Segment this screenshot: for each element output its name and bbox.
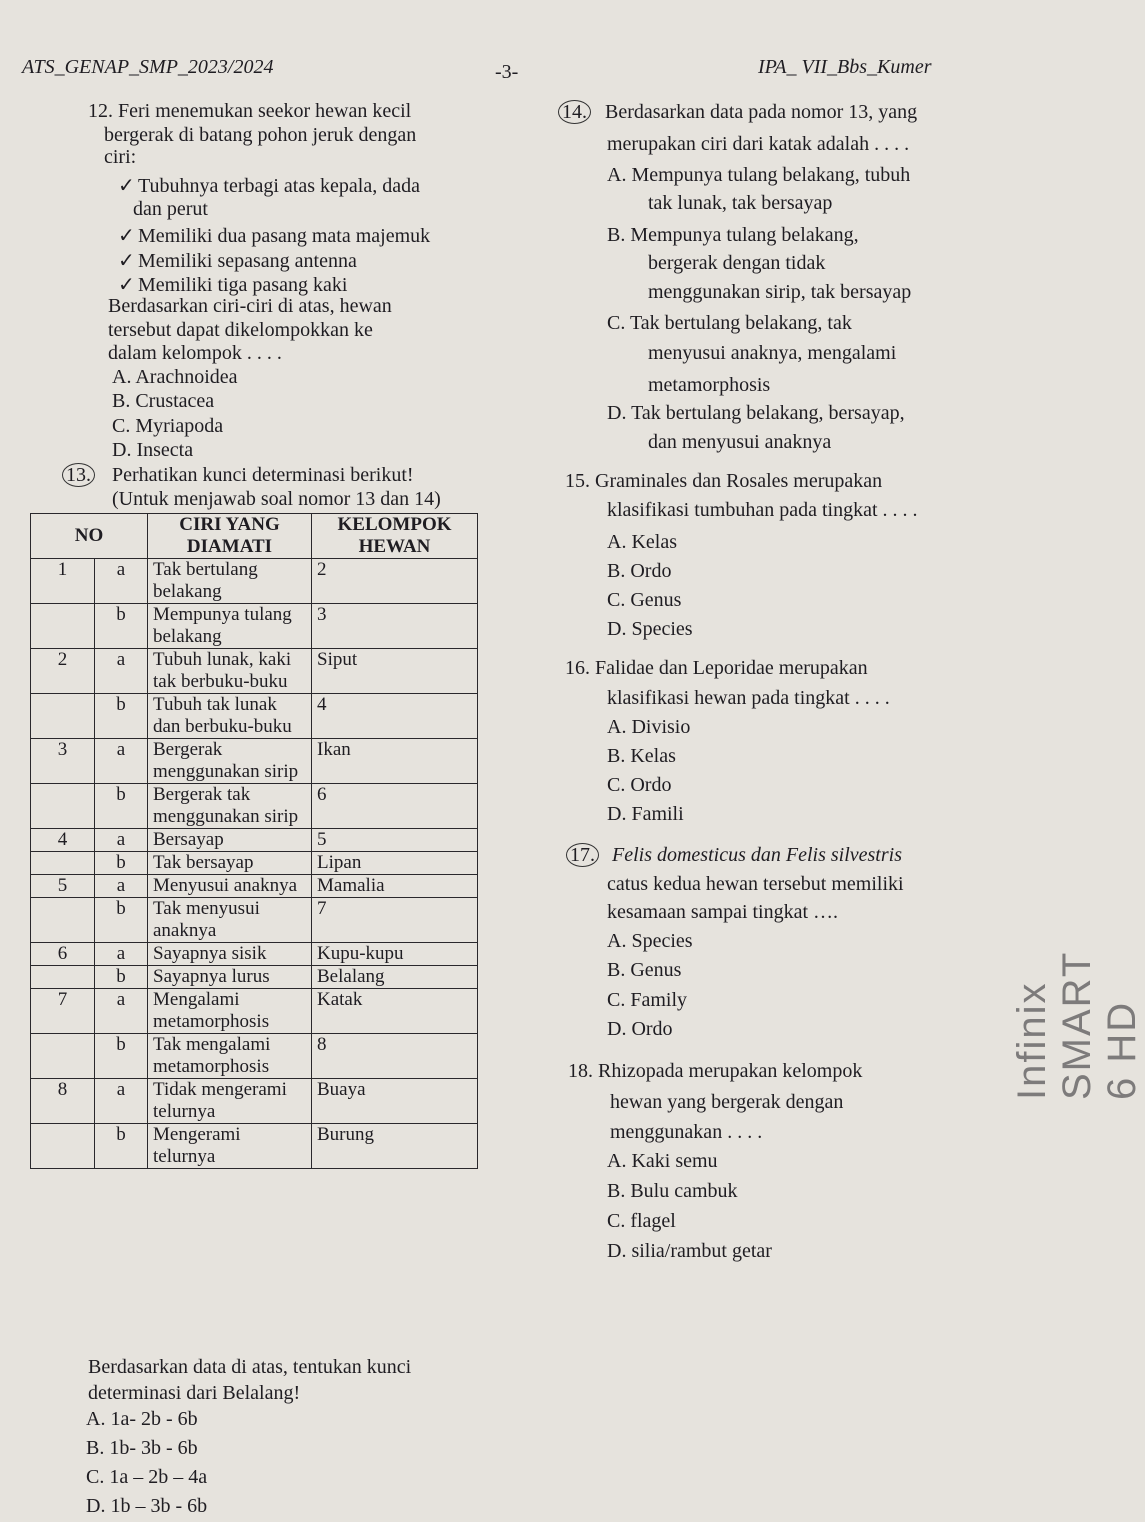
row-code: b	[95, 966, 148, 989]
q14-option-c-1: C. Tak bertulang belakang, tak	[607, 312, 852, 334]
table-row	[31, 943, 532, 966]
q12-trait-3: Memiliki sepasang antenna	[138, 250, 357, 272]
q12-stem-1: Berdasarkan ciri-ciri di atas, hewan	[108, 295, 392, 317]
row-number	[31, 1034, 95, 1079]
q12-stem-2: tersebut dapat dikelompokkan ke	[108, 319, 373, 341]
row-number	[31, 694, 95, 739]
table-row	[31, 875, 532, 898]
check-icon: ✓	[118, 250, 135, 272]
row-ciri: Tak menyusui anaknya	[148, 898, 312, 943]
q12-option-d: D. Insecta	[112, 439, 194, 461]
row-ciri: Bergerak tak menggunakan sirip	[148, 784, 312, 829]
row-kelompok: 4	[312, 694, 478, 739]
table-row	[31, 989, 532, 1034]
row-kelompok: Belalang	[312, 966, 478, 989]
table-row	[31, 898, 532, 943]
row-code: a	[95, 943, 148, 966]
row-code: a	[95, 989, 148, 1034]
q16-option-b: B. Kelas	[607, 745, 676, 767]
row-kelompok: 3	[312, 604, 478, 649]
row-code: a	[95, 875, 148, 898]
q15-line-1: 15. Graminales dan Rosales merupakan	[565, 470, 883, 492]
row-number: 6	[31, 943, 95, 966]
q14-option-b-1: B. Mempunya tulang belakang,	[607, 224, 859, 246]
table-row	[31, 1124, 532, 1169]
row-code: b	[95, 1124, 148, 1169]
row-ciri: Bergerak menggunakan sirip	[148, 739, 312, 784]
q17-line-3: kesamaan sampai tingkat ….	[607, 901, 839, 923]
row-number: 1	[31, 559, 95, 604]
row-kelompok: 5	[312, 829, 478, 852]
q17-option-b: B. Genus	[607, 959, 682, 981]
q12-line-3: ciri:	[104, 146, 137, 168]
row-code: a	[95, 739, 148, 784]
row-number	[31, 604, 95, 649]
row-code: a	[95, 1079, 148, 1124]
row-ciri: Tak bertulang belakang	[148, 559, 312, 604]
q13-option-c: C. 1a – 2b – 4a	[86, 1466, 208, 1488]
row-number	[31, 852, 95, 875]
row-number	[31, 1124, 95, 1169]
row-kelompok: 2	[312, 559, 478, 604]
exam-code: ATS_GENAP_SMP_2023/2024	[22, 56, 274, 78]
row-code: a	[95, 829, 148, 852]
q14-option-a-1: A. Mempunya tulang belakang, tubuh	[607, 164, 911, 186]
q17-line-2: catus kedua hewan tersebut memiliki	[607, 873, 904, 895]
row-kelompok: Lipan	[312, 852, 478, 875]
row-kelompok: Mamalia	[312, 875, 478, 898]
row-number: 3	[31, 739, 95, 784]
row-code: b	[95, 1034, 148, 1079]
q14-option-a-2: tak lunak, tak bersayap	[648, 192, 833, 214]
row-kelompok: Katak	[312, 989, 478, 1034]
q15-option-a: A. Kelas	[607, 531, 677, 553]
q14-line-2: merupakan ciri dari katak adalah . . . .	[607, 133, 910, 155]
row-code: b	[95, 604, 148, 649]
q18-line-1: 18. Rhizopada merupakan kelompok	[568, 1060, 863, 1082]
q13-line-2: (Untuk menjawab soal nomor 13 dan 14)	[112, 488, 441, 510]
q17-line-1: Felis domesticus dan Felis silvestris	[612, 844, 902, 866]
camera-watermark: Infinix SMART 6 HD	[1010, 951, 1144, 1100]
row-kelompok: 6	[312, 784, 478, 829]
q12-line-2: bergerak di batang pohon jeruk dengan	[104, 124, 417, 146]
row-ciri: Tubuh tak lunak dan berbuku-buku	[148, 694, 312, 739]
row-number	[31, 784, 95, 829]
q12-option-c: C. Myriapoda	[112, 415, 224, 437]
q18-option-a: A. Kaki semu	[607, 1150, 718, 1172]
row-number	[31, 966, 95, 989]
q12-line-1: 12. Feri menemukan seekor hewan kecil	[88, 100, 412, 122]
q16-option-c: C. Ordo	[607, 774, 672, 796]
row-kelompok: Buaya	[312, 1079, 478, 1124]
row-kelompok: Burung	[312, 1124, 478, 1169]
table-header-row	[31, 514, 532, 559]
table-row	[31, 966, 532, 989]
q14-option-c-3: metamorphosis	[648, 374, 771, 396]
q18-line-2: hewan yang bergerak dengan	[610, 1091, 844, 1113]
q14-option-d-1: D. Tak bertulang belakang, bersayap,	[607, 402, 905, 424]
q16-option-a: A. Divisio	[607, 716, 691, 738]
q15-option-d: D. Species	[607, 618, 693, 640]
subject-code: IPA_ VII_Bbs_Kumer	[758, 56, 932, 78]
q17-option-d: D. Ordo	[607, 1018, 673, 1040]
row-ciri: Tak bersayap	[148, 852, 312, 875]
q16-line-1: 16. Falidae dan Leporidae merupakan	[565, 657, 868, 679]
q18-option-c: C. flagel	[607, 1210, 676, 1232]
row-number: 4	[31, 829, 95, 852]
q12-trait-2: Memiliki dua pasang mata majemuk	[138, 225, 431, 247]
check-icon: ✓	[118, 175, 135, 197]
row-ciri: Tidak mengerami telurnya	[148, 1079, 312, 1124]
q18-line-3: menggunakan . . . .	[610, 1121, 763, 1143]
row-kelompok: Siput	[312, 649, 478, 694]
row-kelompok: 7	[312, 898, 478, 943]
table-row	[31, 784, 532, 829]
determination-key-table	[30, 513, 532, 1169]
row-ciri: Mempunya tulang belakang	[148, 604, 312, 649]
row-ciri: Sayapnya lurus	[148, 966, 312, 989]
q14-option-c-2: menyusui anaknya, mengalami	[648, 342, 897, 364]
q16-line-2: klasifikasi hewan pada tingkat . . . .	[607, 687, 890, 709]
row-code: b	[95, 898, 148, 943]
row-ciri: Bersayap	[148, 829, 312, 852]
header-ciri: CIRI YANG DIAMATI	[148, 514, 312, 559]
q13-after-2: determinasi dari Belalang!	[88, 1382, 301, 1404]
row-code: a	[95, 649, 148, 694]
q14-line-1: Berdasarkan data pada nomor 13, yang	[605, 101, 918, 123]
row-code: b	[95, 694, 148, 739]
table-row	[31, 559, 532, 604]
q17-number: 17.	[566, 845, 599, 865]
q18-option-b: B. Bulu cambuk	[607, 1180, 738, 1202]
row-number: 2	[31, 649, 95, 694]
table-row	[31, 1034, 532, 1079]
table-row	[31, 604, 532, 649]
row-number	[31, 898, 95, 943]
row-number: 5	[31, 875, 95, 898]
q14-option-b-3: menggunakan sirip, tak bersayap	[648, 281, 912, 303]
q13-after-1: Berdasarkan data di atas, tentukan kunci	[88, 1356, 412, 1378]
row-number: 7	[31, 989, 95, 1034]
q17-option-c: C. Family	[607, 989, 688, 1011]
table-row	[31, 829, 532, 852]
row-ciri: Tak mengalami metamorphosis	[148, 1034, 312, 1079]
row-ciri: Tubuh lunak, kaki tak berbuku-buku	[148, 649, 312, 694]
q12-trait-4: Memiliki tiga pasang kaki	[138, 274, 348, 296]
table-row	[31, 694, 532, 739]
q15-option-b: B. Ordo	[607, 560, 672, 582]
check-icon: ✓	[118, 225, 135, 247]
header-no: NO	[31, 514, 148, 559]
q17-option-a: A. Species	[607, 930, 693, 952]
q12-option-a: A. Arachnoidea	[112, 366, 238, 388]
row-code: b	[95, 784, 148, 829]
row-ciri: Mengerami telurnya	[148, 1124, 312, 1169]
q12-trait-1: Tubuhnya terbagi atas kepala, dada	[138, 175, 420, 197]
row-code: b	[95, 852, 148, 875]
row-kelompok: Ikan	[312, 739, 478, 784]
row-ciri: Menyusui anaknya	[148, 875, 312, 898]
q14-number: 14.	[558, 102, 591, 122]
q12-option-b: B. Crustacea	[112, 390, 215, 412]
q16-option-d: D. Famili	[607, 803, 684, 825]
q13-option-b: B. 1b- 3b - 6b	[86, 1437, 198, 1459]
row-ciri: Mengalami metamorphosis	[148, 989, 312, 1034]
table-row	[31, 1079, 532, 1124]
table-row	[31, 852, 532, 875]
row-kelompok: Kupu-kupu	[312, 943, 478, 966]
q15-line-2: klasifikasi tumbuhan pada tingkat . . . .	[607, 499, 918, 521]
row-code: a	[95, 559, 148, 604]
page-number: -3-	[495, 61, 519, 83]
q18-option-d: D. silia/rambut getar	[607, 1240, 772, 1262]
q13-number: 13.	[62, 465, 95, 485]
row-number: 8	[31, 1079, 95, 1124]
q14-option-b-2: bergerak dengan tidak	[648, 252, 826, 274]
table-row	[31, 739, 532, 784]
q12-stem-3: dalam kelompok . . . .	[108, 342, 282, 364]
q12-trait-1b: dan perut	[133, 198, 208, 220]
q13-option-d: D. 1b – 3b - 6b	[86, 1495, 208, 1517]
row-ciri: Sayapnya sisik	[148, 943, 312, 966]
table-row	[31, 649, 532, 694]
check-icon: ✓	[118, 274, 135, 296]
q13-option-a: A. 1a- 2b - 6b	[86, 1408, 198, 1430]
q13-line-1: Perhatikan kunci determinasi berikut!	[112, 464, 414, 486]
q14-option-d-2: dan menyusui anaknya	[648, 431, 832, 453]
q15-option-c: C. Genus	[607, 589, 682, 611]
header-kelompok: KELOMPOK HEWAN	[312, 514, 478, 559]
row-kelompok: 8	[312, 1034, 478, 1079]
